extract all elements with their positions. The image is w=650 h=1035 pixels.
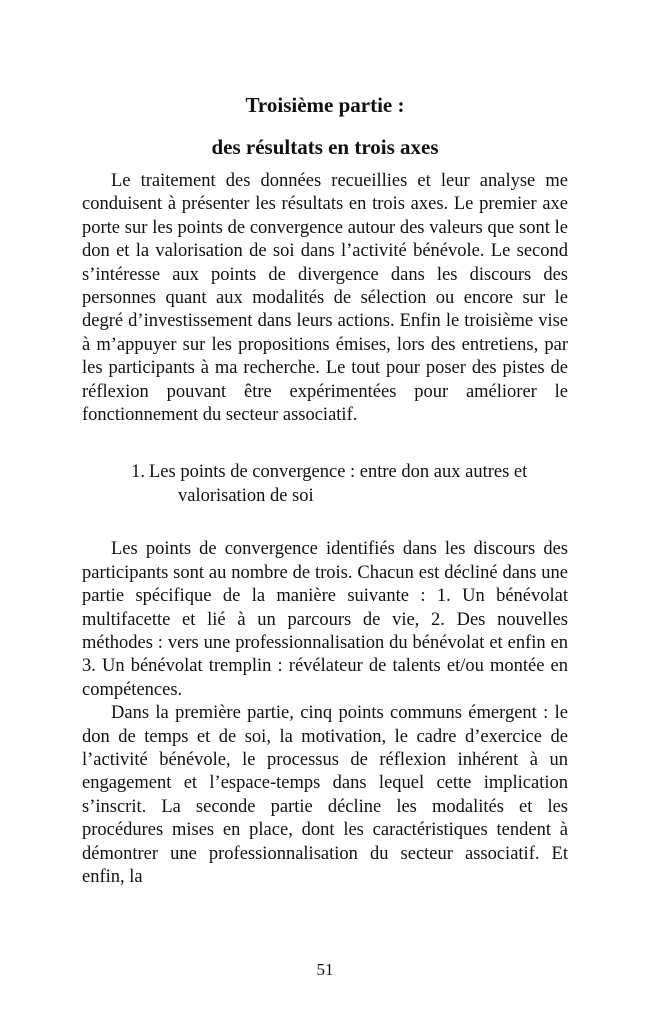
section-title-line1: Les points de convergence : entre don aux autres et xyxy=(149,462,528,483)
part-subtitle: des résultats en trois axes xyxy=(211,135,439,159)
section-title-line2: valorisation de soi xyxy=(178,485,314,506)
paragraph-1: Les points de convergence identifiés dans les discours des participants sont au nombre de trois. Chacun est décliné dans une partie spécifique de la manière suivante : 1. Un bénévolat multifacette et lié à un parcours de vie, 2. Des nouvelles méthodes : vers une professionnalisation du bénévolat et enfin en 3. Un bénévolat tremplin : révélateur de talents et/ou montée en compétences. xyxy=(82,539,568,700)
section-title xyxy=(149,461,568,508)
section-heading xyxy=(82,461,568,508)
section-number: 1. xyxy=(131,462,145,483)
intro-paragraph: Le traitement des données recueillies et leur analyse me conduisent à présenter les résultats en trois axes. Le premier axe porte sur les points de convergence autour des valeurs que sont le don et la valorisation de soi dans l’activité bénévole. Le second s’intéresse aux points de divergence dans les discours des personnes quant aux modalités de sélection ou encore sur le degré d’investissement dans leurs actions. Enfin le troisième vise à m’appuyer sur les propositions émises, lors des entretiens, par les participants à ma recherche. Le tout pour poser des pistes de réflexion pouvant être expérimentées pour améliorer le fonctionnement du secteur associatif. xyxy=(82,171,568,426)
part-title: Troisième partie : xyxy=(245,93,405,117)
page-number: 51 xyxy=(316,960,334,979)
page-content xyxy=(82,90,568,889)
paragraph-2: Dans la première partie, cinq points communs émergent : le don de temps et de soi, la motivation, le cadre d’exercice de l’activité bénévole, le processus de réflexion inhérent à un engagement et l’espace-temps dans lequel cette implication s’inscrit. La seconde partie décline les modalités et les procédures mises en place, dont les caractéristiques tendent à démontrer une professionnalisation du secteur associatif. Et enfin, la xyxy=(82,703,568,887)
spacer xyxy=(82,508,568,538)
